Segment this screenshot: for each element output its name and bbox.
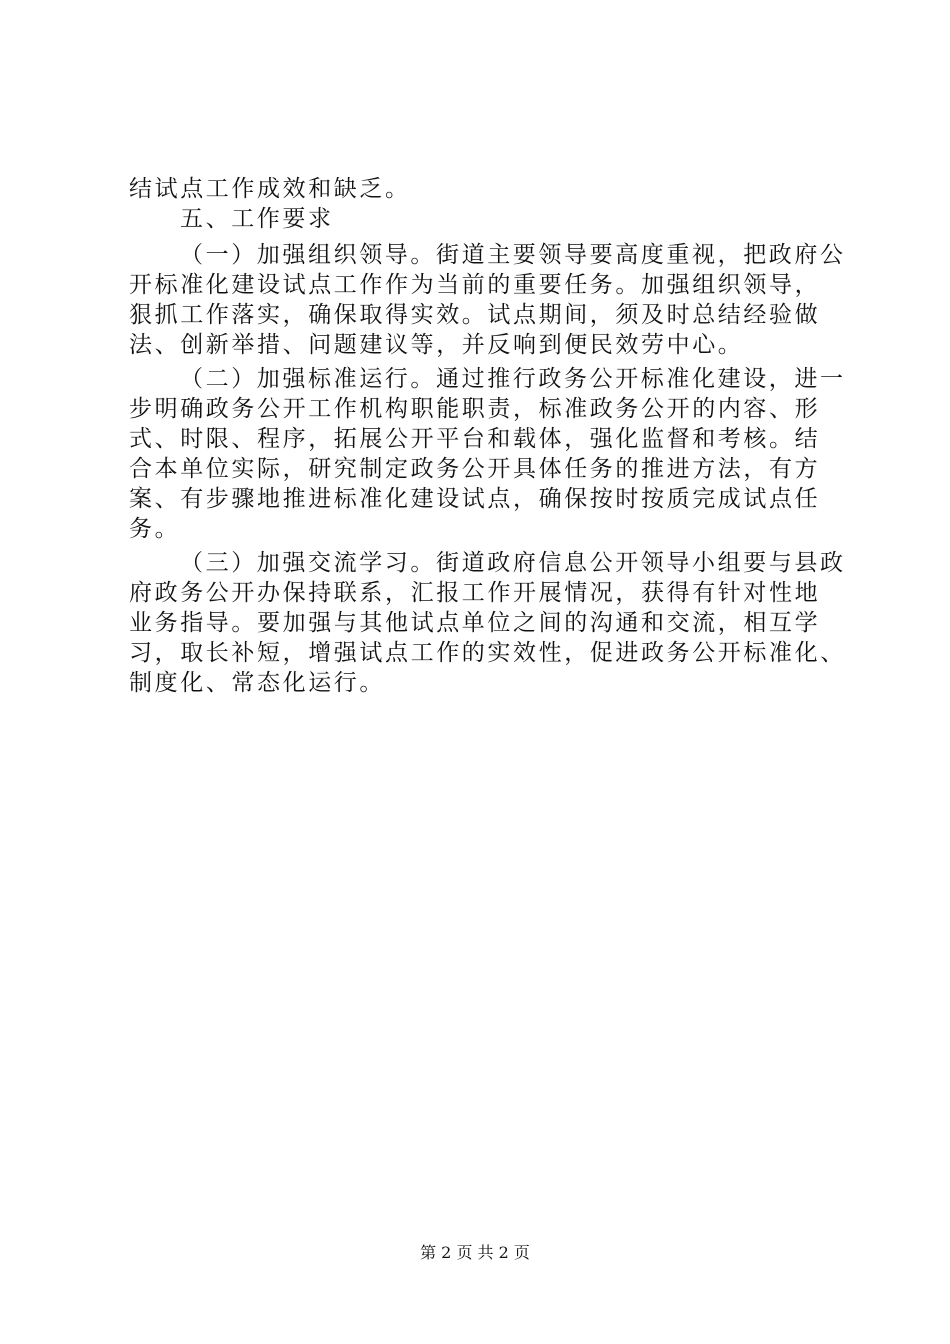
text-line: 合本单位实际，研究制定政务公开具体任务的推进方法，有方 [129, 456, 821, 482]
paragraph-start: （三）加强交流学习。街道政府信息公开领导小组要与县政 [180, 550, 846, 576]
text-line: 步明确政务公开工作机构职能职责，标准政务公开的内容、形 [129, 396, 821, 422]
text-line: 习，取长补短，增强试点工作的实效性，促进政务公开标准化、 [129, 640, 846, 666]
text-line: 法、创新举措、问题建议等，并反响到便民效劳中心。 [129, 332, 744, 358]
text-line: 制度化、常态化运行。 [129, 670, 385, 696]
text-line: 式、时限、程序，拓展公开平台和载体，强化监督和考核。结 [129, 426, 821, 452]
text-line: 狠抓工作落实，确保取得实效。试点期间，须及时总结经验做 [129, 302, 821, 328]
paragraph-start: （二）加强标准运行。通过推行政务公开标准化建设，进一 [180, 366, 846, 392]
text-line: 业务指导。要加强与其他试点单位之间的沟通和交流，相互学 [129, 610, 821, 636]
section-heading: 五、工作要求 [180, 206, 334, 232]
text-line: 结试点工作成效和缺乏。 [129, 176, 411, 202]
page-number: 第 2 页 共 2 页 [420, 1243, 530, 1262]
text-line: 务。 [129, 516, 181, 542]
paragraph-start: （一）加强组织领导。街道主要领导要高度重视，把政府公 [180, 242, 846, 268]
text-line: 案、有步骤地推进标准化建设试点，确保按时按质完成试点任 [129, 486, 821, 512]
text-line: 开标准化建设试点工作作为当前的重要任务。加强组织领导， [129, 272, 821, 298]
text-line: 府政务公开办保持联系，汇报工作开展情况，获得有针对性地 [129, 580, 821, 606]
